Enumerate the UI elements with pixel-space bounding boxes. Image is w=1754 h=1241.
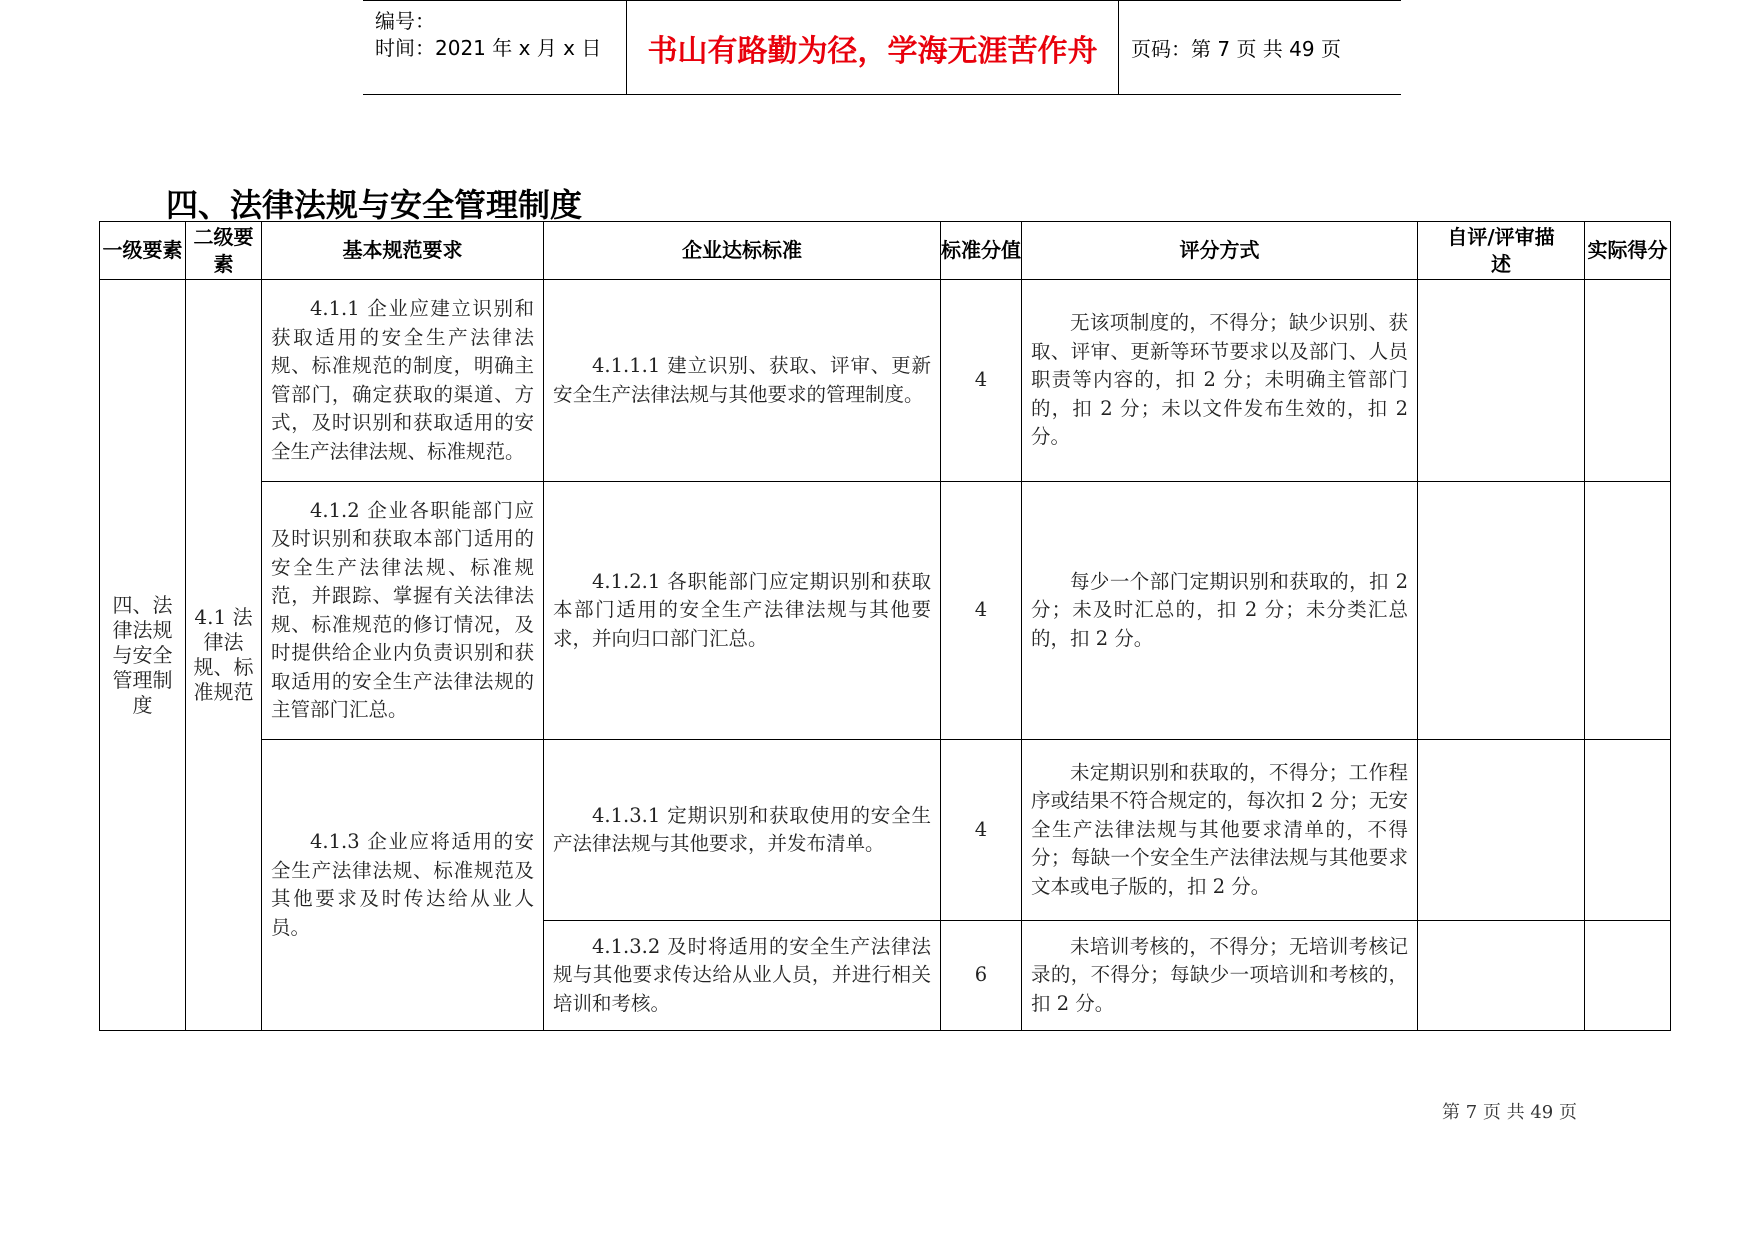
header-level1: 一级要素 — [100, 222, 186, 280]
actual-score-cell — [1585, 280, 1671, 482]
actual-score-cell — [1585, 921, 1671, 1031]
standard-cell: 4.1.3.1 定期识别和获取使用的安全生产法律法规与其他要求，并发布清单。 — [544, 740, 941, 921]
header-score-value: 标准分值 — [941, 222, 1022, 280]
header-self-evaluation: 自评/评审描 述 — [1418, 222, 1585, 280]
basic-requirement-cell: 4.1.2 企业各职能部门应及时识别和获取本部门适用的安全生产法律法规、标准规范，并跟踪、掌握有关法律法规、标准规范的修订情况，及时提供给企业内负责识别和获取适用的安全生产法律法规的主管部门汇总。 — [262, 482, 544, 740]
standard-cell: 4.1.1.1 建立识别、获取、评审、更新安全生产法律法规与其他要求的管理制度。 — [544, 280, 941, 482]
header-level2: 二级要素 — [186, 222, 262, 280]
standard-cell: 4.1.2.1 各职能部门应定期识别和获取本部门适用的安全生产法律法规与其他要求，并向归口部门汇总。 — [544, 482, 941, 740]
evaluation-table — [99, 221, 1671, 1031]
scoring-method-cell: 未培训考核的，不得分；无培训考核记录的，不得分；每缺少一项培训和考核的，扣 2 分。 — [1022, 921, 1418, 1031]
self-evaluation-cell — [1418, 921, 1585, 1031]
level1-cell: 四、法律法规与安全管理制度 — [100, 280, 186, 1031]
basic-requirement-cell: 4.1.3 企业应将适用的安全生产法律法规、标准规范及其他要求及时传达给从业人员。 — [262, 740, 544, 1031]
header-meta — [363, 1, 627, 94]
header-page-info: 页码：第 7 页 共 49 页 — [1131, 37, 1341, 61]
section-title: 四、法律法规与安全管理制度 — [166, 186, 583, 224]
table-header-row — [100, 222, 1671, 280]
table-row — [100, 740, 1671, 921]
actual-score-cell — [1585, 740, 1671, 921]
basic-requirement-cell: 4.1.1 企业应建立识别和获取适用的安全生产法律法规、标准规范的制度，明确主管部门，确定获取的渠道、方式，及时识别和获取适用的安全生产法律法规、标准规范。 — [262, 280, 544, 482]
document-time: 时间：2021 年 x 月 x 日 — [375, 36, 602, 60]
header-scoring-method: 评分方式 — [1022, 222, 1418, 280]
page-header — [363, 0, 1401, 95]
score-cell: 4 — [941, 482, 1022, 740]
standard-cell: 4.1.3.2 及时将适用的安全生产法律法规与其他要求传达给从业人员，并进行相关培训和考核。 — [544, 921, 941, 1031]
header-motto: 书山有路勤为径，学海无涯苦作舟 — [627, 1, 1119, 94]
self-evaluation-cell — [1418, 280, 1585, 482]
self-evaluation-cell — [1418, 740, 1585, 921]
level2-cell: 4.1 法律法规、标准规范 — [186, 280, 262, 1031]
table-row — [100, 482, 1671, 740]
page-footer: 第 7 页 共 49 页 — [1442, 1102, 1577, 1123]
score-cell: 6 — [941, 921, 1022, 1031]
score-cell: 4 — [941, 280, 1022, 482]
header-basic-requirement: 基本规范要求 — [262, 222, 544, 280]
scoring-method-cell: 未定期识别和获取的，不得分；工作程序或结果不符合规定的，每次扣 2 分；无安全生产法律法规与其他要求清单的，不得分；每缺一个安全生产法律法规与其他要求文本或电子版的，扣 2 分。 — [1022, 740, 1418, 921]
scoring-method-cell: 每少一个部门定期识别和获取的，扣 2 分；未及时汇总的，扣 2 分；未分类汇总的，扣 2 分。 — [1022, 482, 1418, 740]
score-cell: 4 — [941, 740, 1022, 921]
self-evaluation-cell — [1418, 482, 1585, 740]
table-row — [100, 280, 1671, 482]
scoring-method-cell: 无该项制度的，不得分；缺少识别、获取、评审、更新等环节要求以及部门、人员职责等内容的，扣 2 分；未明确主管部门的，扣 2 分；未以文件发布生效的，扣 2 分。 — [1022, 280, 1418, 482]
header-actual-score: 实际得分 — [1585, 222, 1671, 280]
document-number-label: 编号： — [375, 9, 435, 33]
actual-score-cell — [1585, 482, 1671, 740]
header-standard: 企业达标标准 — [544, 222, 941, 280]
